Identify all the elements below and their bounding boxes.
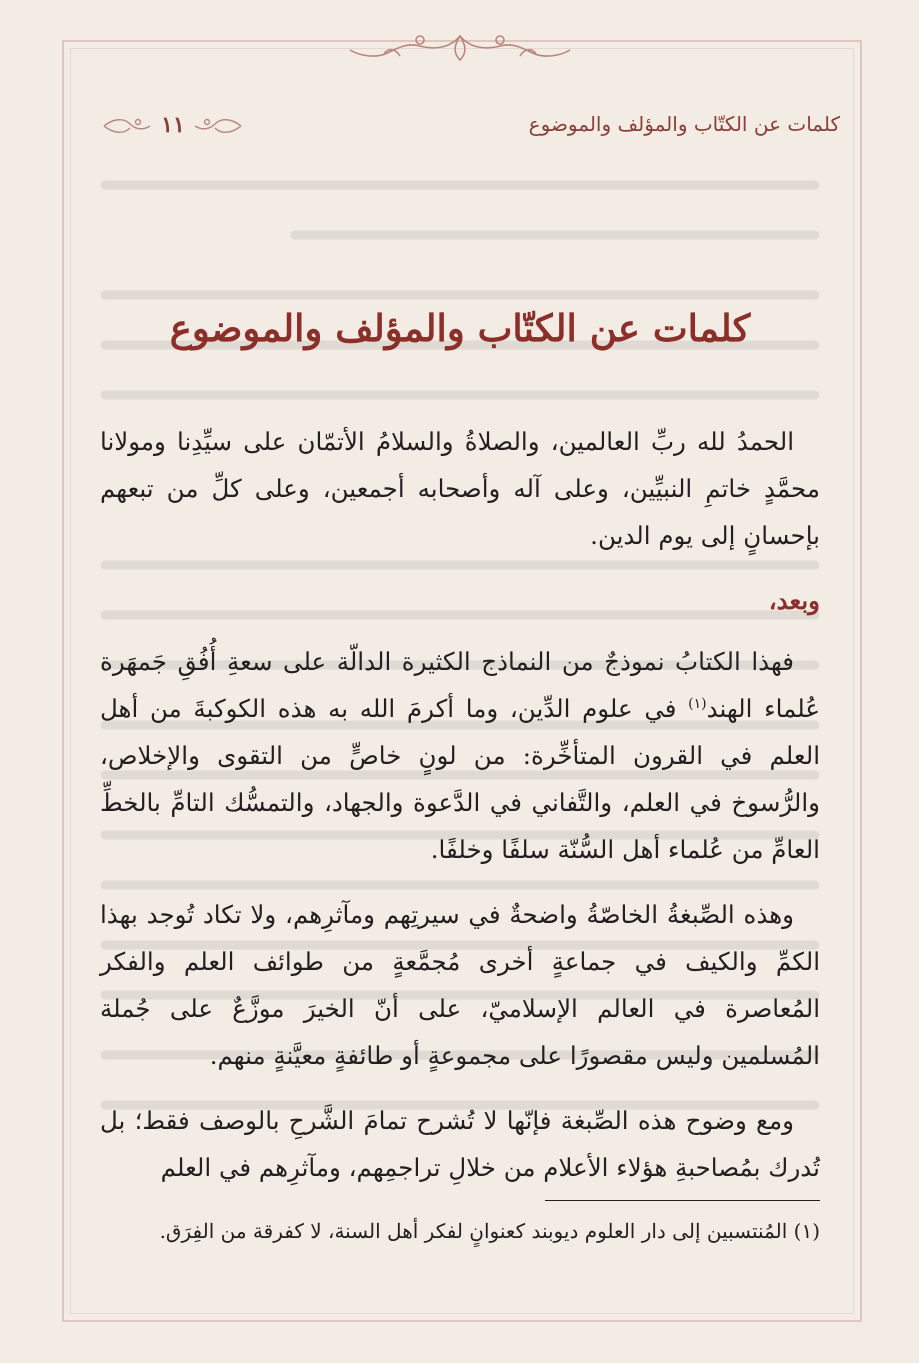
footnote-1: (١) المُنتسبين إلى دار العلوم ديوبند كعنوانٍ لفكر أهل السنة، لا كفرقة من الفِرَق. [159,1219,820,1243]
page-number-ornament [100,108,245,144]
chapter-title: كلمات عن الكتّاب والمؤلف والموضوع [169,306,751,350]
paragraph-character: وهذه الصِّبغةُ الخاصّةُ واضحةٌ في سيرتِهم ومآثرِهم، ولا تكاد تُوجد بهذا الكمِّ والكيف في جماعةٍ أخرى مُجمَّعةٍ من طوائف العلم والفكر المُعاصرة في العالم الإسلاميّ، على أنّ الخيرَ موزَّعٌ على جُملة المُسلمين وليس مقصورًا على مجموعةٍ أو طائفةٍ معيَّنةٍ منهم. [100,900,820,1070]
top-flourish-ornament [340,28,580,68]
paragraph-clarity: ومع وضوح هذه الصِّبغة فإنّها لا تُشرح تمامَ الشَّرحِ بالوصف فقط؛ بل تُدرك بمُصاحبةِ هؤلاء الأعلام من خلالِ تراجمِهم، ومآثرِهم في العلم [100,1106,820,1182]
footnote-separator [545,1200,820,1201]
body-text [100,418,820,1209]
page-number: ١١ [161,112,185,138]
footnote-reference-1[interactable]: (١) [688,695,707,712]
section-heading-wabaad: وبعد، [768,586,820,615]
paragraph-book-intro-end: في علوم الدِّين، وما أكرمَ الله به هذه الكوكبةَ من أهل العلم في القرون المتأخِّرة: من لونٍ خاصٍّ من التقوى والإخلاص، والرُّسوخ في العلم، والتَّفاني في الدَّعوة والجهاد، والتمسُّك التامِّ بالخطِّ العامِّ من عُلماء أهل السُّنّة سلفًا وخلفًا. [100,694,820,864]
paragraph-book-intro-start: فهذا الكتابُ نموذجٌ من النماذج الكثيرة الدالّة على سعةِ أُفُقِ جَمهَرة عُلماء الهند [100,647,821,723]
paragraph-opening: الحمدُ لله ربِّ العالمين، والصلاةُ والسلامُ الأتمّان على سيِّدِنا ومولانا محمَّدٍ خاتمِ النبيِّين، وعلى آله وأصحابه أجمعين، وعلى كلِّ من تبعهم بإحسانٍ إلى يوم الدين. [100,427,820,550]
running-title: كلمات عن الكتّاب والمؤلف والموضوع [528,112,840,136]
running-header [100,108,840,148]
paragraph-book-intro [100,638,820,873]
